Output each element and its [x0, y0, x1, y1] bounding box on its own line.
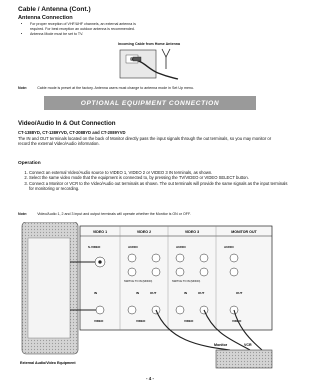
vcr-label: VCR: [244, 343, 252, 347]
model-list: CT-1388YD, CT-1389YVD, CT-2088YD and CT-2089YVD: [18, 130, 126, 135]
av-connection-diagram: [18, 222, 282, 372]
antenna-connection-figure: [118, 47, 180, 81]
video-label: VIDEO: [232, 319, 242, 323]
optional-equipment-banner: OPTIONAL EQUIPMENT CONNECTION: [44, 96, 256, 110]
operation-steps: [18, 170, 291, 192]
intro-paragraph: The IN and OUT terminals located on the back of Monitor directly pass the input signals through the out terminals, so you may monitor or record the external Video/Audio information.: [18, 136, 272, 147]
switch-label: SWITCH TO IN (MONO): [172, 280, 201, 283]
subheading-antenna-connection: Antenna Connection: [18, 15, 73, 21]
out-label: OUT: [198, 291, 205, 295]
out-label: OUT: [236, 291, 243, 295]
video-label: VIDEO: [184, 319, 194, 323]
antenna-figure-caption: Incoming Cable from Home Antenna: [118, 42, 180, 46]
note-text: Cable mode is preset at the factory. Antenna users must change to antenna mode in Set Up menu.: [37, 86, 194, 90]
note-label: Note:: [18, 86, 28, 90]
bullet-item: • Antenna Mode must be set to TV.: [30, 32, 148, 37]
audio-label: AUDIO: [224, 245, 234, 249]
section-title-video-audio: Video/Audio In & Out Connection: [18, 120, 116, 127]
in-label: IN: [136, 291, 139, 295]
in-label: IN: [184, 291, 187, 295]
group-label: VIDEO 2: [136, 230, 152, 234]
operation-heading: Operation: [18, 161, 41, 166]
step-item: 3. Connect a Monitor or VCR to the Video/Audio out terminals as shown. The out terminals will provide the same signals as the input terminals for monitoring or recording.: [29, 181, 291, 192]
tv-back-panel-illustration: [120, 50, 156, 78]
switch-label: SWITCH TO IN (MONO): [124, 280, 153, 283]
monitor-vcr-box: [216, 350, 272, 368]
out-label: OUT: [150, 291, 157, 295]
note-label: Note:: [18, 212, 28, 216]
group-label: VIDEO 1: [92, 230, 108, 234]
svideo-label: S-VIDEO: [88, 245, 101, 249]
video-label: VIDEO: [94, 319, 104, 323]
step-item: 2. Select the same video mode that the equipment is connected to, by pressing the TV/VIDEO or VIDEO SELECT button.: [29, 175, 291, 180]
group-label: VIDEO 3: [184, 230, 200, 234]
video-label: VIDEO: [136, 319, 146, 323]
antenna-note: [18, 86, 194, 90]
section-title-cable-antenna: Cable / Antenna (Cont.): [18, 6, 91, 13]
bullet-item: • For proper reception of VHF/UHF channels, an external antenna is required. For best reception an outdoor antenna is recommended.: [30, 22, 148, 32]
terminal-panel: [80, 226, 272, 330]
in-label: IN: [94, 291, 97, 295]
antenna-bullet-list: [22, 22, 148, 36]
audio-label: AUDIO: [176, 245, 186, 249]
monitor-label: Monitor: [214, 343, 228, 347]
video-note: [18, 212, 191, 216]
step-item: 1. Connect an external Video/Audio source to VIDEO 1, VIDEO 2 or VIDEO 3 IN terminals, as shown.: [29, 170, 291, 175]
page-number: - 4 -: [145, 376, 154, 381]
group-label: MONITOR OUT: [231, 230, 257, 234]
audio-label: AUDIO: [128, 245, 138, 249]
note-text: Video/Audio 1, 2 and 3 input and output terminals will operate whether the Monitor is ON or OFF.: [37, 212, 191, 216]
external-equipment-label: External Audio/Video Equipment: [20, 361, 76, 365]
